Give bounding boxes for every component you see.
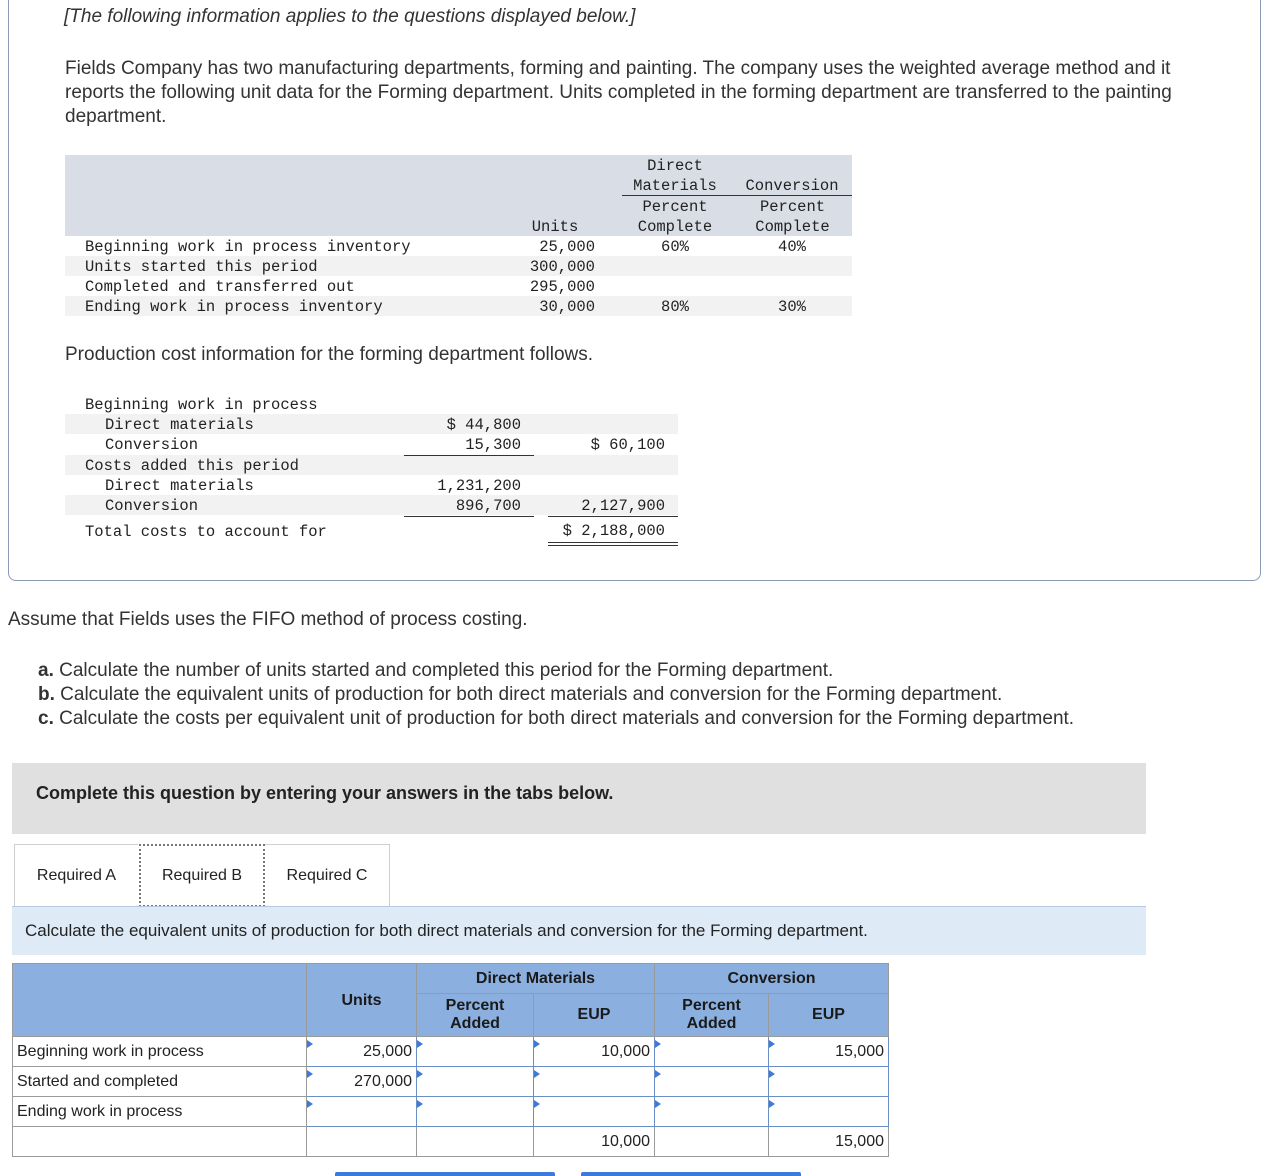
units-input[interactable]	[307, 1097, 417, 1127]
header-direct-materials: Direct Materials	[417, 964, 655, 994]
dm-eup-input[interactable]	[534, 1067, 655, 1097]
beg-wip-label: Beginning work in process	[85, 396, 318, 414]
unit-row-units: 25,000	[539, 238, 595, 256]
header-dm-eup: EUP	[534, 994, 655, 1037]
unit-row-units: 30,000	[539, 298, 595, 316]
beg-dm-label: Direct materials	[105, 416, 254, 434]
added-total-value: 2,127,900	[581, 497, 665, 515]
beg-conv-value: 15,300	[465, 436, 521, 454]
question-b: b. Calculate the equivalent units of production for both direct materials and conversion for the Forming department.	[38, 684, 1003, 705]
conv-percent-input[interactable]	[655, 1097, 769, 1127]
added-label: Costs added this period	[85, 457, 299, 475]
question-c: c. Calculate the costs per equivalent unit of production for both direct materials and conversion for the Forming department.	[38, 708, 1075, 729]
next-button[interactable]	[581, 1172, 801, 1176]
unit-row-label: Units started this period	[85, 258, 318, 276]
add-dm-value: 1,231,200	[437, 477, 521, 495]
totals-dm-pct-cell	[417, 1127, 534, 1157]
table-row	[13, 1097, 889, 1127]
add-conv-value: 896,700	[455, 497, 521, 515]
dm-header-2: Materials	[633, 177, 717, 195]
unit-row-dm: 60%	[661, 238, 689, 256]
table-row	[13, 1067, 889, 1097]
header-units: Units	[307, 964, 417, 1037]
dm-percent-input[interactable]	[417, 1067, 534, 1097]
dm-eup-input[interactable]	[534, 1097, 655, 1127]
unit-row-units: 295,000	[529, 278, 595, 296]
conv-pct-2: Complete	[755, 218, 830, 236]
conv-percent-input[interactable]	[655, 1067, 769, 1097]
header-dm-percent-added: Percent Added	[417, 994, 534, 1037]
conv-header-1: Conversion	[745, 177, 839, 195]
eup-table	[12, 963, 889, 1157]
unit-row-label: Beginning work in process inventory	[85, 238, 411, 256]
unit-row-conv: 30%	[778, 298, 806, 316]
row-label: Beginning work in process	[13, 1037, 307, 1067]
conv-eup-total: 15,000	[769, 1127, 889, 1157]
unit-row-dm: 80%	[661, 298, 689, 316]
row-label: Ending work in process	[13, 1097, 307, 1127]
prev-button[interactable]	[335, 1172, 555, 1176]
conv-pct-1: Percent	[759, 198, 826, 216]
dm-percent-input[interactable]	[417, 1097, 534, 1127]
totals-label-cell	[13, 1127, 307, 1157]
beg-conv-label: Conversion	[105, 436, 199, 454]
instruction-bar: Calculate the equivalent units of production for both direct materials and conversion for the Forming department.	[12, 906, 1146, 955]
grand-total-value: $ 2,188,000	[562, 522, 665, 540]
beg-total-value: $ 60,100	[590, 436, 665, 454]
question-a: a. Calculate the number of units started and completed this period for the Forming department.	[38, 660, 834, 681]
totals-units-cell	[307, 1127, 417, 1157]
dm-header-1: Direct	[647, 157, 703, 175]
units-header: Units	[531, 218, 579, 236]
conv-percent-input[interactable]	[655, 1037, 769, 1067]
unit-row-label: Ending work in process inventory	[85, 298, 383, 316]
tab-required-a[interactable]: Required A	[14, 844, 138, 907]
header-blank	[13, 964, 307, 1037]
totals-row	[13, 1127, 889, 1157]
unit-row-conv: 40%	[778, 238, 806, 256]
dm-pct-1: Percent	[642, 198, 708, 216]
beg-dm-value: $ 44,800	[446, 416, 521, 434]
dm-percent-input[interactable]	[417, 1037, 534, 1067]
row-label: Started and completed	[13, 1067, 307, 1097]
add-dm-label: Direct materials	[105, 477, 254, 495]
table-row	[13, 1037, 889, 1067]
conv-eup-input[interactable]	[769, 1067, 889, 1097]
dm-eup-total: 10,000	[534, 1127, 655, 1157]
header-conversion: Conversion	[655, 964, 889, 994]
dm-pct-2: Complete	[637, 218, 713, 236]
add-conv-label: Conversion	[105, 497, 199, 515]
fifo-note: Assume that Fields uses the FIFO method of process costing.	[8, 609, 528, 630]
complete-banner: Complete this question by entering your answers in the tabs below.	[12, 763, 1146, 834]
unit-row-label: Completed and transferred out	[85, 278, 355, 296]
units-input[interactable]: 25,000	[307, 1037, 417, 1067]
cost-intro: Production cost information for the forming department follows.	[65, 344, 594, 365]
intro-note: [The following information applies to the questions displayed below.]	[64, 6, 636, 27]
header-conv-eup: EUP	[769, 994, 889, 1037]
totals-conv-pct-cell	[655, 1127, 769, 1157]
tab-required-c[interactable]: Required C	[265, 844, 390, 907]
conv-eup-input[interactable]: 15,000	[769, 1037, 889, 1067]
header-conv-percent-added: Percent Added	[655, 994, 769, 1037]
company-description: Fields Company has two manufacturing departments, forming and painting. The company uses the weighted average method and it reports the following unit data for the Forming department. Units completed in the forming department are transferred to the painting department.	[65, 58, 1172, 127]
dm-eup-input[interactable]: 10,000	[534, 1037, 655, 1067]
tab-required-b[interactable]: Required B	[139, 844, 265, 907]
units-input[interactable]: 270,000	[307, 1067, 417, 1097]
conv-eup-input[interactable]	[769, 1097, 889, 1127]
unit-row-units: 300,000	[529, 258, 595, 276]
total-label: Total costs to account for	[85, 523, 327, 541]
